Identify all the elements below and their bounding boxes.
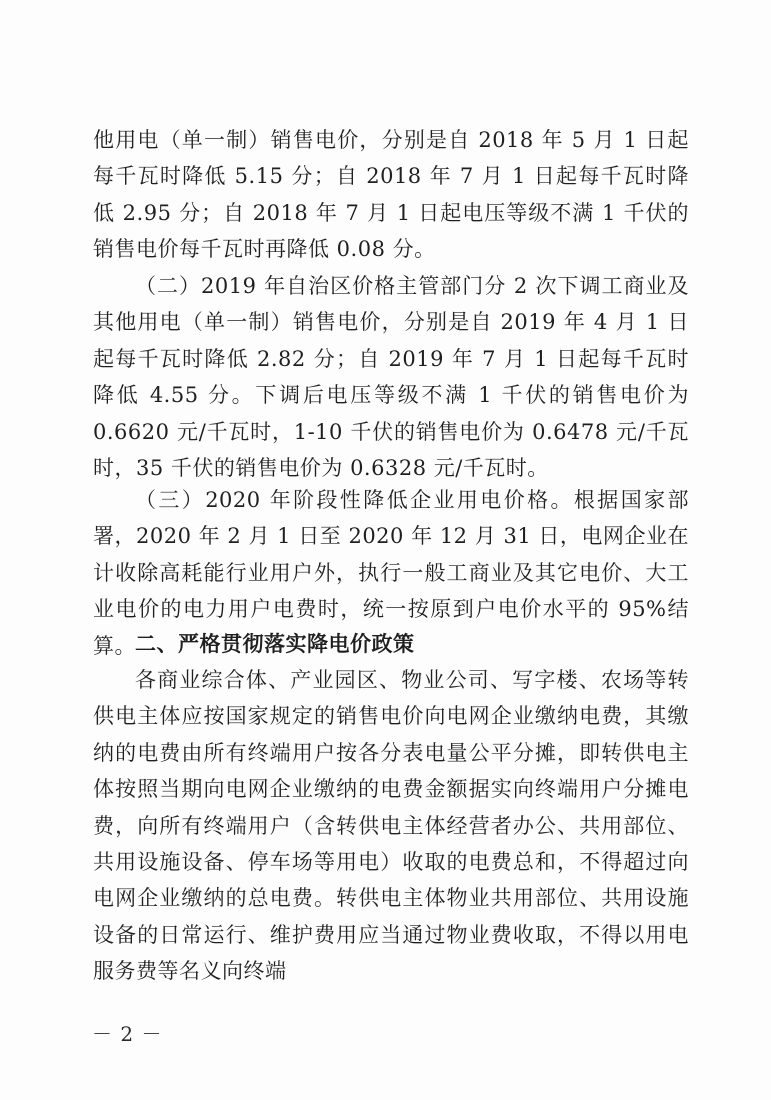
page-number: － 2 － <box>92 1022 163 1046</box>
paragraph-text: 各商业综合体、产业园区、物业公司、写字楼、农场等转供电主体应按国家规定的销售电价向电网企业缴纳电费，其缴纳的电费由所有终端用户按各分表电量公平分摊，即转供电主体按照当期向电网企业缴纳的电费金额据实向终端用户分摊电费，向所有终端用户（含转供电主体经营者办公、共用部位、共用设施设备、停车场等用电）收取的电费总和，不得超过向电网企业缴纳的总电费。转供电主体物业共用部位、共用设施设备的日常运行、维护费用应当通过物业费收取，不得以用电服务费等名义向终端 <box>93 668 689 984</box>
paragraph-text: （三）2020 年阶段性降低企业用电价格。根据国家部署，2020 年 2 月 1 日至 2020 年 12 月 31 日，电网企业在计收除高耗能行业用户外，执行一般工商业及其它电价、大工业电价的电力用户电费时，统一按原到户电价水平的 95%结算。 <box>93 488 689 658</box>
section-paragraph <box>93 662 689 990</box>
paragraph-item-two <box>93 268 689 486</box>
section-heading-text: 二、严格贯彻落实降电价政策 <box>135 632 415 656</box>
paragraph-continuation <box>93 122 689 268</box>
paragraph-text: （二）2019 年自治区价格主管部门分 2 次下调工商业及其他用电（单一制）销售电价，分别是自 2019 年 4 月 1 日起每千瓦时降低 2.82 分；自 2019 年 7 月 1 日起每千瓦时降低 4.55 分。下调后电压等级不满 1 千伏的销售电价为 0.6620 元/千瓦时，1-10 千伏的销售电价为 0.6478 元/千瓦时，35 千伏的销售电价为 0.6328 元/千瓦时。 <box>93 274 690 481</box>
section-heading <box>93 626 689 662</box>
paragraph-text: 他用电（单一制）销售电价，分别是自 2018 年 5 月 1 日起每千瓦时降低 5.15 分；自 2018 年 7 月 1 日起每千瓦时降低 2.95 分；自 2018 年 7 月 1 日起电压等级不满 1 千伏的销售电价每千瓦时再降低 0.08 分。 <box>93 128 689 262</box>
